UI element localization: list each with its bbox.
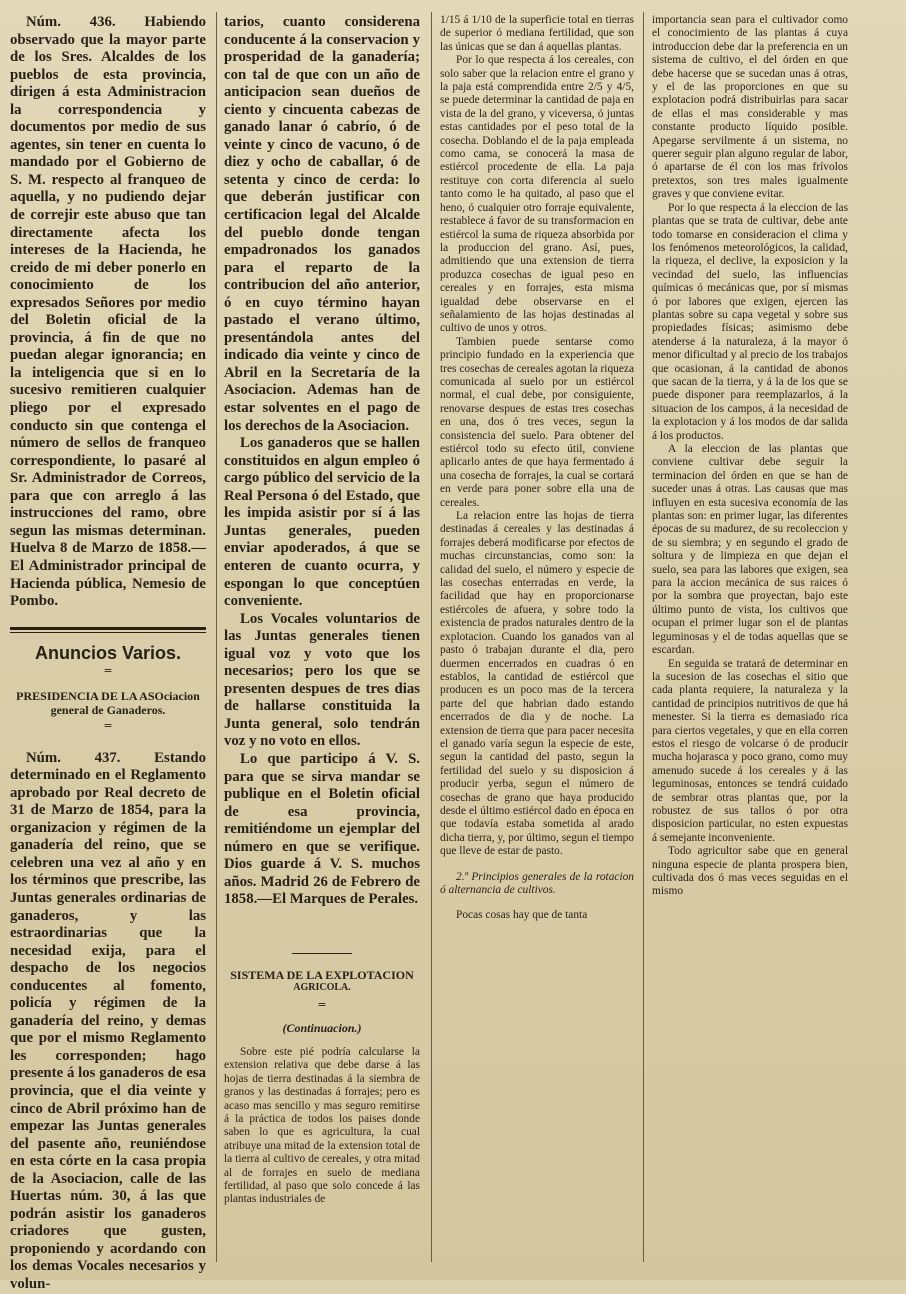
article-paragraph: Tambien puede sentarse como principio fundado en la experiencia que tres cosechas de cereales agotan la riqueza comunicada al suelo por un estiércol normal, el cual debe, por consiguiente, renovarse despues de estas tres cosechas en una, dos ó tres veces, segun la consistencia del suelo. Para obtener del estiércol todo su efecto útil, conviene aplicarlo antes de que haya fermentado á una cosecha de forrajes, la cual se cortará en verde para poner sobre ella una de cereales.	[440, 335, 634, 509]
article-paragraph: En seguida se tratará de determinar en la sucesion de las cosechas el sitio que cada planta requiere, la naturaleza y la cantidad de principios nutritivos de que há menester. Si la tierra es demasiado rica para ciertos vegetales, y que en ella corren estos el riesgo de volcarse ó de producir mucha hojarasca y poco grano, como muy amenudo sucede á los cereales y á las leguminosas, entonces se tendrá cuidado de sembrar otras plantas que, por la robustez de sus tallos ó por otra disposicion particular, no esten expuestas á semejante inconveniente.	[652, 657, 848, 844]
notice-heading: PRESIDENCIA DE LA ASOciacion general de Ganaderos.	[16, 688, 200, 717]
column-rule	[216, 12, 217, 1262]
notice-437-paragraph: Los Vocales voluntarios de las Juntas generales tienen igual voz y voto que los necesarios; pero los que se presenten despues de tres dias de hallarse constituida la Junta general, solo tendrán voz y no voto en ellos.	[224, 610, 420, 750]
article-subheading: AGRICOLA.	[293, 981, 351, 993]
article-paragraph: Todo agricultor sabe que en general ninguna especie de planta prospera bien, cultivada dos ó mas veces seguidas en el mismo	[652, 845, 848, 898]
article-paragraph: importancia sean para el cultivador como el conocimiento de las plantas á cuya introduccion debe dar la preferencia en un sistema de cultivo, el del órden en que debe hacerse que se sucedan unas á otras, y el de las proporciones en que su explotacion podrá distribuirlas para sacar de ellas el mas considerable y mas constante producto líquido posible. Apegarse servilmente á un sistema, no querer seguir plan alguno regular de labor, ó apartarse de él con los mas frívolos pretextos, son tres males igualmente graves y que conviene evitar.	[652, 14, 848, 201]
column-rule	[431, 12, 432, 1262]
article-paragraph: 1/15 á 1/10 de la superficie total en tierras de superior ó mediana fertilidad, que son las únicas que se dan á aquellas plantas.	[440, 14, 634, 53]
section-title: Anuncios Varios.	[34, 642, 182, 663]
article-paragraph: A la eleccion de las plantas que conviene cultivar debe seguir la terminacion del órden en que se han de suceder unas á otras. Las causas que mas influyen en esta sucesiva economía de las plantas son: en primer lugar, las diferentes épocas de su madurez, de su recoleccion y de su siembra; y en segundo el grado de soltura y de limpieza en que dejan el suelo, sea para las labores que exigen, sea para la accion mecánica de sus raices ó por la sombra que proyectan, bajo este último punto de vista, los cultivos que ocupan el primer lugar son el de plantas leguminosas y el de todas aquellas que se escardan.	[652, 443, 848, 657]
double-rule	[10, 627, 206, 633]
notice-437-continued: tarios, cuanto considerena conducente á la conservacion y prosperidad de la ganadería; con tal de que con un año de anticipacion sean dueños de ciento y cincuenta cabezas de ganado lanar ó cabrío, ó de veinte y cinco de vacuno, ó de diez y ocho de caballar, ó de setenta y cinco de cerda: lo que deberán justificar con certificacion legal del Alcalde del pueblo donde tengan empadronados los ganados para el reparto de la contribucion del año anterior, ó en cuyo término hayan pastado el verano último, presentándola antes del indicado dia veinte y cinco de Abril en la Secretaría de la Asociacion. Ademas han de estar solventes en el pago de los derechos de la Asociacion.	[224, 14, 420, 434]
article-paragraph: Por lo que respecta á la eleccion de las plantas que se trata de cultivar, debe ante todo tomarse en consideracion el clima y los fenómenos meteorológicos, la calidad, la riqueza, el declive, la exposicion y la vecindad del suelo, las influencias químicas ó mecánicas que, por sí mismas ó por labores que exigen, ejercen las plantas sobre su capa vegetal y sobre sus propiedades físicas; asimismo debe atenderse á la naturaleza, á la mayor ó menor dificultad y al precio de los trabajos que ocasionan, á la cantidad de abonos que sacan de la tierra, y á la de los que se puede disponer para reemplazarlos, á la situacion de los campos, á la necesidad de la explotacion y á los modos de dar salida á los productos.	[652, 201, 848, 442]
article-paragraph: La relacion entre las hojas de tierra destinadas á cereales y las destinadas á forrajes deberá modificarse por efectos de muchas circunstancias, como son: la calidad del suelo, el número y especie de las cosechas enterradas en verde, la facilidad que hay en proporcionarse estiércoles de afuera, y sobre todo la existencia de prados naturales dentro de la explotacion. Cuando los ganados van al pasto ó trabajan durante el dia, pero duermen encerrados en cuadras ó en establos, la cantidad de estiércol que producen es un poco mas de la tercera parte del que habrian dado estando encerrados de dia y de noche. La extension de tierra que para pacer necesita el ganado varía segun la especie de este, segun la cantidad del pasto, segun la fertilidad del suelo y su disposicion á producir yerba, segun el número de cosechas de grano que haya producido desde el último estiércol dado en época en que todavía estaba sometida al arado dicha tierra, y, por último, segun el tiempo que lleve de estar de pasto.	[440, 510, 634, 858]
column-3	[440, 14, 634, 923]
spacer	[440, 859, 634, 871]
notice-437-paragraph: Los ganaderos que se hallen constituidos en algun empleo ó cargo público del servicio de la Real Persona ó del Estado, que les impida asistir por sí á las Juntas generales, pueden enviar apoderados, á que se enteren de cuanto ocurra, y espongan lo que conceptúen conveniente.	[224, 435, 420, 610]
article-heading: SISTEMA DE LA EXPLOTACION	[230, 967, 414, 982]
separator-rule	[292, 953, 352, 954]
continuation-label: (Continuacion.)	[282, 1020, 362, 1035]
article-subsection-title: 2.º Principios generales de la rotacion ó alternancia de cultivos.	[440, 870, 634, 896]
column-4	[652, 14, 848, 899]
equals-ornament: =	[103, 663, 113, 677]
notice-436: Núm. 436. Habiendo observado que la mayor parte de los Sres. Alcaldes de los pueblos de esta provincia, dirigen á esta Administracion la correspondencia y documentos por medio de sus agentes, sin tener en cuenta lo mandado por el Gobierno de S. M. respecto al franqueo de aquella, y no pudiendo dejar de correjir este abuso que tan directamente afecta los intereses de la Hacienda, he creido de mi deber ponerlo en conocimiento de los expresados Señores por medio del Boletin oficial de la provincia, á fin de que no puedan alegar ignorancia; en la inteligencia que si en lo sucesivo remitieren cualquier pliego por el expresado conducto sin que contenga el número de sellos de franqueo correspondiente, lo pasaré al Sr. Administrador de Correos, para que con arreglo á las instrucciones del ramo, obre segun las mismas determinan. Huelva 8 de Marzo de 1858.—El Administrador principal de Hacienda pública, Nemesio de Pombo.	[10, 14, 206, 610]
column-1	[10, 14, 206, 1294]
article-paragraph: Sobre este pié podría calcularse la extension relativa que debe darse á las hojas de tierra destinadas á la siembra de granos y las destinadas á forrajes; pero es acaso mas sencillo y mas seguro remitirse á la práctica de todos los paises donde saben lo que es agricultura, la cual atribuye una mitad de la extension total de la tierra al cultivo de cereales, y otra mitad al de forrajes en suelo de mediana fertilidad, al paso que solo concede á las plantas industriales de	[224, 1045, 420, 1206]
article-paragraph: Pocas cosas hay que de tanta	[456, 909, 588, 922]
equals-ornament: =	[317, 997, 327, 1011]
spacer	[440, 897, 634, 909]
equals-ornament: =	[103, 718, 113, 732]
notice-437-signature: Lo que participo á V. S. para que se sirva mandar se publique en el Boletin oficial de esa provincia, remitiéndome un ejemplar del número en que se verifique. Dios guarde á V. S. muchos años. Madrid 26 de Febrero de 1858.—El Marques de Perales.	[224, 750, 420, 908]
notice-437: Núm. 437. Estando determinado en el Reglamento aprobado por Real decreto de 31 de Marzo de 1854, para la organizacion y régimen de la ganadería del reino, que se celebren una vez al año y en los términos que prescribe, las Juntas generales ordinarias de ganaderos, y las estraordinarias que la necesidad exija, para el despacho de los negocios conducentes al fomento, policía y régimen de la ganadería del reino, y demas que por el mismo Reglamento les corresponden; hago presente á los ganaderos de esa provincia, que el dia veinte y cinco de Abril próximo han de empezar las Juntas generales del pasente año, reuniéndose en esta córte en la casa propia de la Asociacion, calle de las Huertas núm. 30, á las que podrán asistir los ganaderos criadores que gusten, proponiendo y acordando con los demas Vocales necesarios y volun-	[10, 749, 206, 1292]
column-rule	[643, 12, 644, 1262]
column-2	[224, 14, 420, 1207]
article-paragraph: Por lo que respecta á los cereales, con solo saber que la relacion entre el grano y la paja está comprendida entre 2/5 y 4/5, se puede determinar la cantidad de paja en vista de la del grano, y viceversa, ó juntas estas cantidades por el peso total de la cosecha. Doblando el de la paja empleada como cama, se conocerá la masa de estiércol procedente de ella. La paja restituye con corta diferencia al suelo tanto como le ha quitado, al paso que el heno, ó cualquier otro forraje equivalente, restablece á favor de su transformacion en estiércol la suma de riqueza absorbida por la produccion del grano. Así, pues, admitiendo que una extension de tierra produzca cosechas de igual peso en cereales y en forrajes, esta misma igualdad debe observarse en el señalamiento de las hojas destinadas al cultivo de unos y otros.	[440, 54, 634, 335]
